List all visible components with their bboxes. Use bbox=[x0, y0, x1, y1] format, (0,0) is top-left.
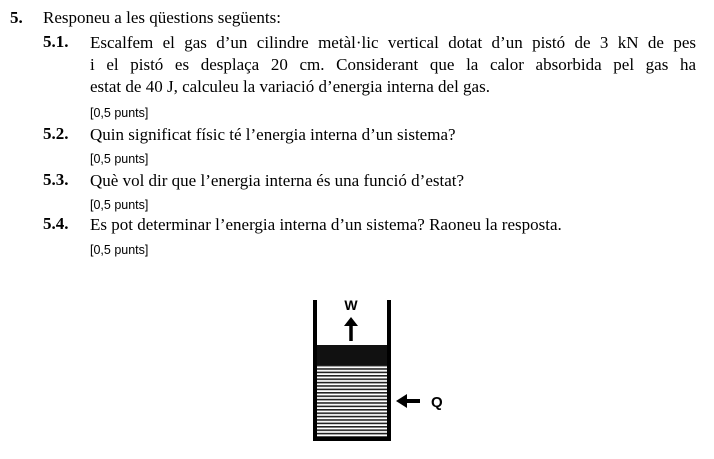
subquestion-number-5-3: 5.3. bbox=[43, 170, 69, 189]
subquestion-text-5-4 bbox=[90, 214, 562, 236]
points-label-5-2: [0,5 punts] bbox=[90, 152, 149, 166]
subquestion-number-5-1: 5.1. bbox=[43, 32, 69, 51]
subquestion-number-5-2: 5.2. bbox=[43, 124, 69, 143]
subquestion-line: i el pistó es desplaça 20 cm. Considerant que la calor absorbida pel gas ha bbox=[90, 55, 696, 74]
question-title: Responeu a les qüestions següents: bbox=[43, 8, 281, 27]
subquestion-line: Escalfem el gas d’un cilindre metàl·lic vertical dotat d’un pistó de 3 kN de pes bbox=[90, 33, 696, 52]
cylinder-diagram bbox=[300, 290, 470, 450]
subquestion-line: Què vol dir que l’energia interna és una funció d’estat? bbox=[90, 171, 465, 190]
points-label-5-1: [0,5 punts] bbox=[90, 106, 149, 120]
subquestion-number-5-4: 5.4. bbox=[43, 214, 69, 233]
work-label: W bbox=[344, 297, 358, 313]
points-label-5-3: [0,5 punts] bbox=[90, 198, 149, 212]
arrow-left-icon bbox=[396, 394, 420, 408]
subquestion-line: estat de 40 J, calculeu la variació d’energia interna del gas. bbox=[90, 77, 490, 96]
subquestion-line: Es pot determinar l’energia interna d’un sistema? Raoneu la resposta. bbox=[90, 215, 562, 234]
points-label-5-4: [0,5 punts] bbox=[90, 243, 149, 257]
subquestion-line: Quin significat físic té l’energia interna d’un sistema? bbox=[90, 125, 456, 144]
question-number: 5. bbox=[10, 8, 23, 27]
subquestion-text-5-2 bbox=[90, 124, 456, 146]
heat-label: Q bbox=[431, 394, 443, 411]
subquestion-text-5-1 bbox=[90, 32, 696, 98]
arrow-up-icon bbox=[344, 317, 358, 341]
subquestion-text-5-3 bbox=[90, 170, 464, 192]
piston bbox=[317, 345, 387, 365]
gas-fill bbox=[317, 365, 387, 437]
